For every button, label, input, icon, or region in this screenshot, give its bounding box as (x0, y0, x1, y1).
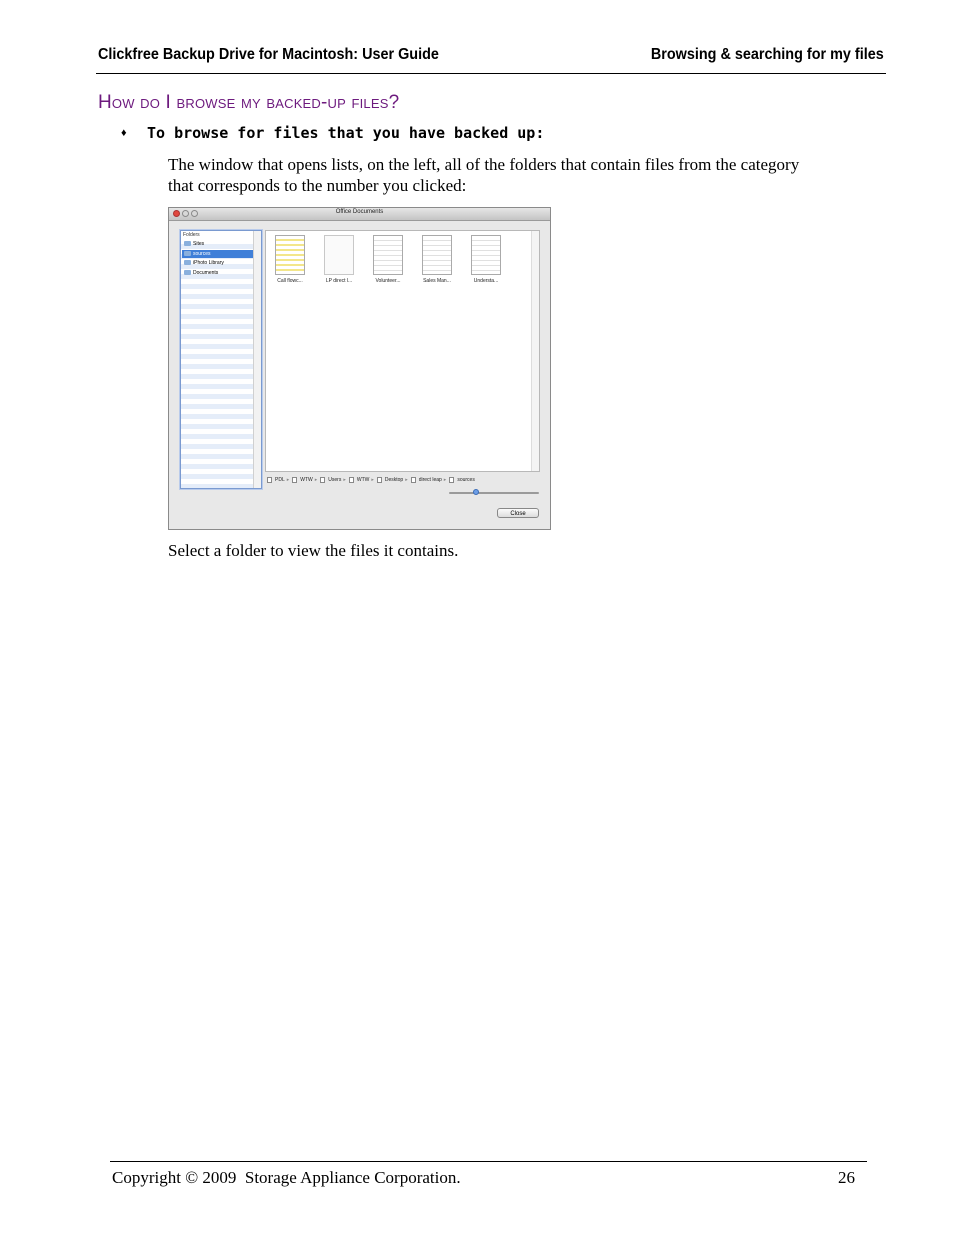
file-item[interactable] (270, 235, 310, 284)
document-thumbnail-icon (275, 235, 305, 275)
sidebar-item[interactable] (182, 240, 253, 248)
window-titlebar (169, 208, 550, 221)
path-separator-icon: ▸ (314, 477, 318, 483)
sidebar-item[interactable] (182, 250, 253, 258)
file-label: LP direct l... (325, 278, 353, 284)
path-item-label: WTW (356, 477, 370, 483)
path-separator-icon: ▸ (371, 477, 374, 483)
header-title: Clickfree Backup Drive for Macintosh: User Guide (98, 46, 439, 63)
header-rule (96, 73, 886, 74)
folder-icon (184, 270, 191, 275)
path-item-label: direct leap (418, 477, 442, 483)
sidebar-scrollbar[interactable] (253, 231, 261, 488)
section-heading: How do I browse my backed-up files? (98, 92, 400, 113)
body-paragraph: The window that opens lists, on the left, all of the folders that contain files from the category that corresponds to the number you clicked: (168, 155, 800, 195)
close-button[interactable]: Close (497, 508, 539, 518)
folder-icon (377, 477, 382, 483)
file-label: Understa... (473, 278, 499, 284)
folder-icon (449, 477, 454, 483)
document-thumbnail-icon (373, 235, 403, 275)
path-item[interactable] (449, 476, 475, 484)
file-item[interactable] (466, 235, 506, 284)
files-scrollbar[interactable] (531, 231, 539, 471)
bullet-icon: ♦ (121, 127, 127, 139)
sidebar-item-label: sources (193, 250, 211, 257)
path-item[interactable] (377, 476, 408, 484)
path-item-label: Desktop (384, 477, 404, 483)
path-separator-icon: ▸ (405, 477, 408, 483)
path-item[interactable] (292, 476, 317, 484)
folder-icon (184, 241, 191, 246)
path-item-label: sources (457, 477, 475, 483)
folder-icon (349, 477, 354, 483)
zoom-slider[interactable] (449, 492, 539, 494)
path-item-label: WTW (300, 477, 313, 483)
path-item[interactable] (267, 476, 289, 484)
sidebar-item[interactable] (182, 259, 253, 267)
sidebar-header: Folders (183, 232, 200, 238)
file-label: Call flowc... (277, 278, 303, 284)
office-documents-window (168, 207, 551, 530)
window-title: Office Documents (335, 209, 384, 215)
sidebar-item-label: iPhoto Library (193, 260, 224, 266)
path-separator-icon: ▸ (343, 477, 346, 483)
footer-copyright: Copyright © 2009 Storage Appliance Corporation. (112, 1168, 461, 1187)
files-pane[interactable] (265, 230, 540, 472)
document-thumbnail-icon (422, 235, 452, 275)
document-thumbnail-icon (324, 235, 354, 275)
step-instruction: To browse for files that you have backed up: (147, 124, 545, 142)
file-label: Sales Man... (423, 278, 451, 284)
path-separator-icon: ▸ (443, 477, 447, 483)
folder-icon (411, 477, 416, 483)
path-item[interactable] (349, 476, 374, 484)
sidebar-item-label: Sites (193, 241, 205, 247)
path-item-label: PDL (275, 477, 285, 483)
folder-icon (320, 477, 325, 483)
footer-rule (110, 1161, 867, 1162)
file-label: Volunteer... (375, 278, 401, 284)
path-item[interactable] (411, 476, 447, 484)
zoom-slider-knob[interactable] (473, 489, 479, 495)
folder-icon (184, 260, 191, 265)
caption-text: Select a folder to view the files it contains. (168, 541, 459, 560)
path-item[interactable] (320, 476, 346, 484)
folder-icon (267, 477, 272, 483)
folder-icon (184, 251, 191, 256)
document-thumbnail-icon (471, 235, 501, 275)
folder-icon (292, 477, 297, 483)
sidebar-item-label: Documents (193, 269, 219, 276)
page-number: 26 (838, 1168, 855, 1187)
path-bar (267, 476, 542, 484)
file-item[interactable] (368, 235, 408, 284)
file-item[interactable] (319, 235, 359, 284)
sidebar-item[interactable] (182, 269, 253, 277)
file-item[interactable] (417, 235, 457, 284)
path-separator-icon: ▸ (286, 477, 290, 483)
header-section: Browsing & searching for my files (651, 46, 884, 63)
folders-sidebar[interactable] (180, 230, 262, 489)
path-item-label: Users (328, 477, 342, 483)
